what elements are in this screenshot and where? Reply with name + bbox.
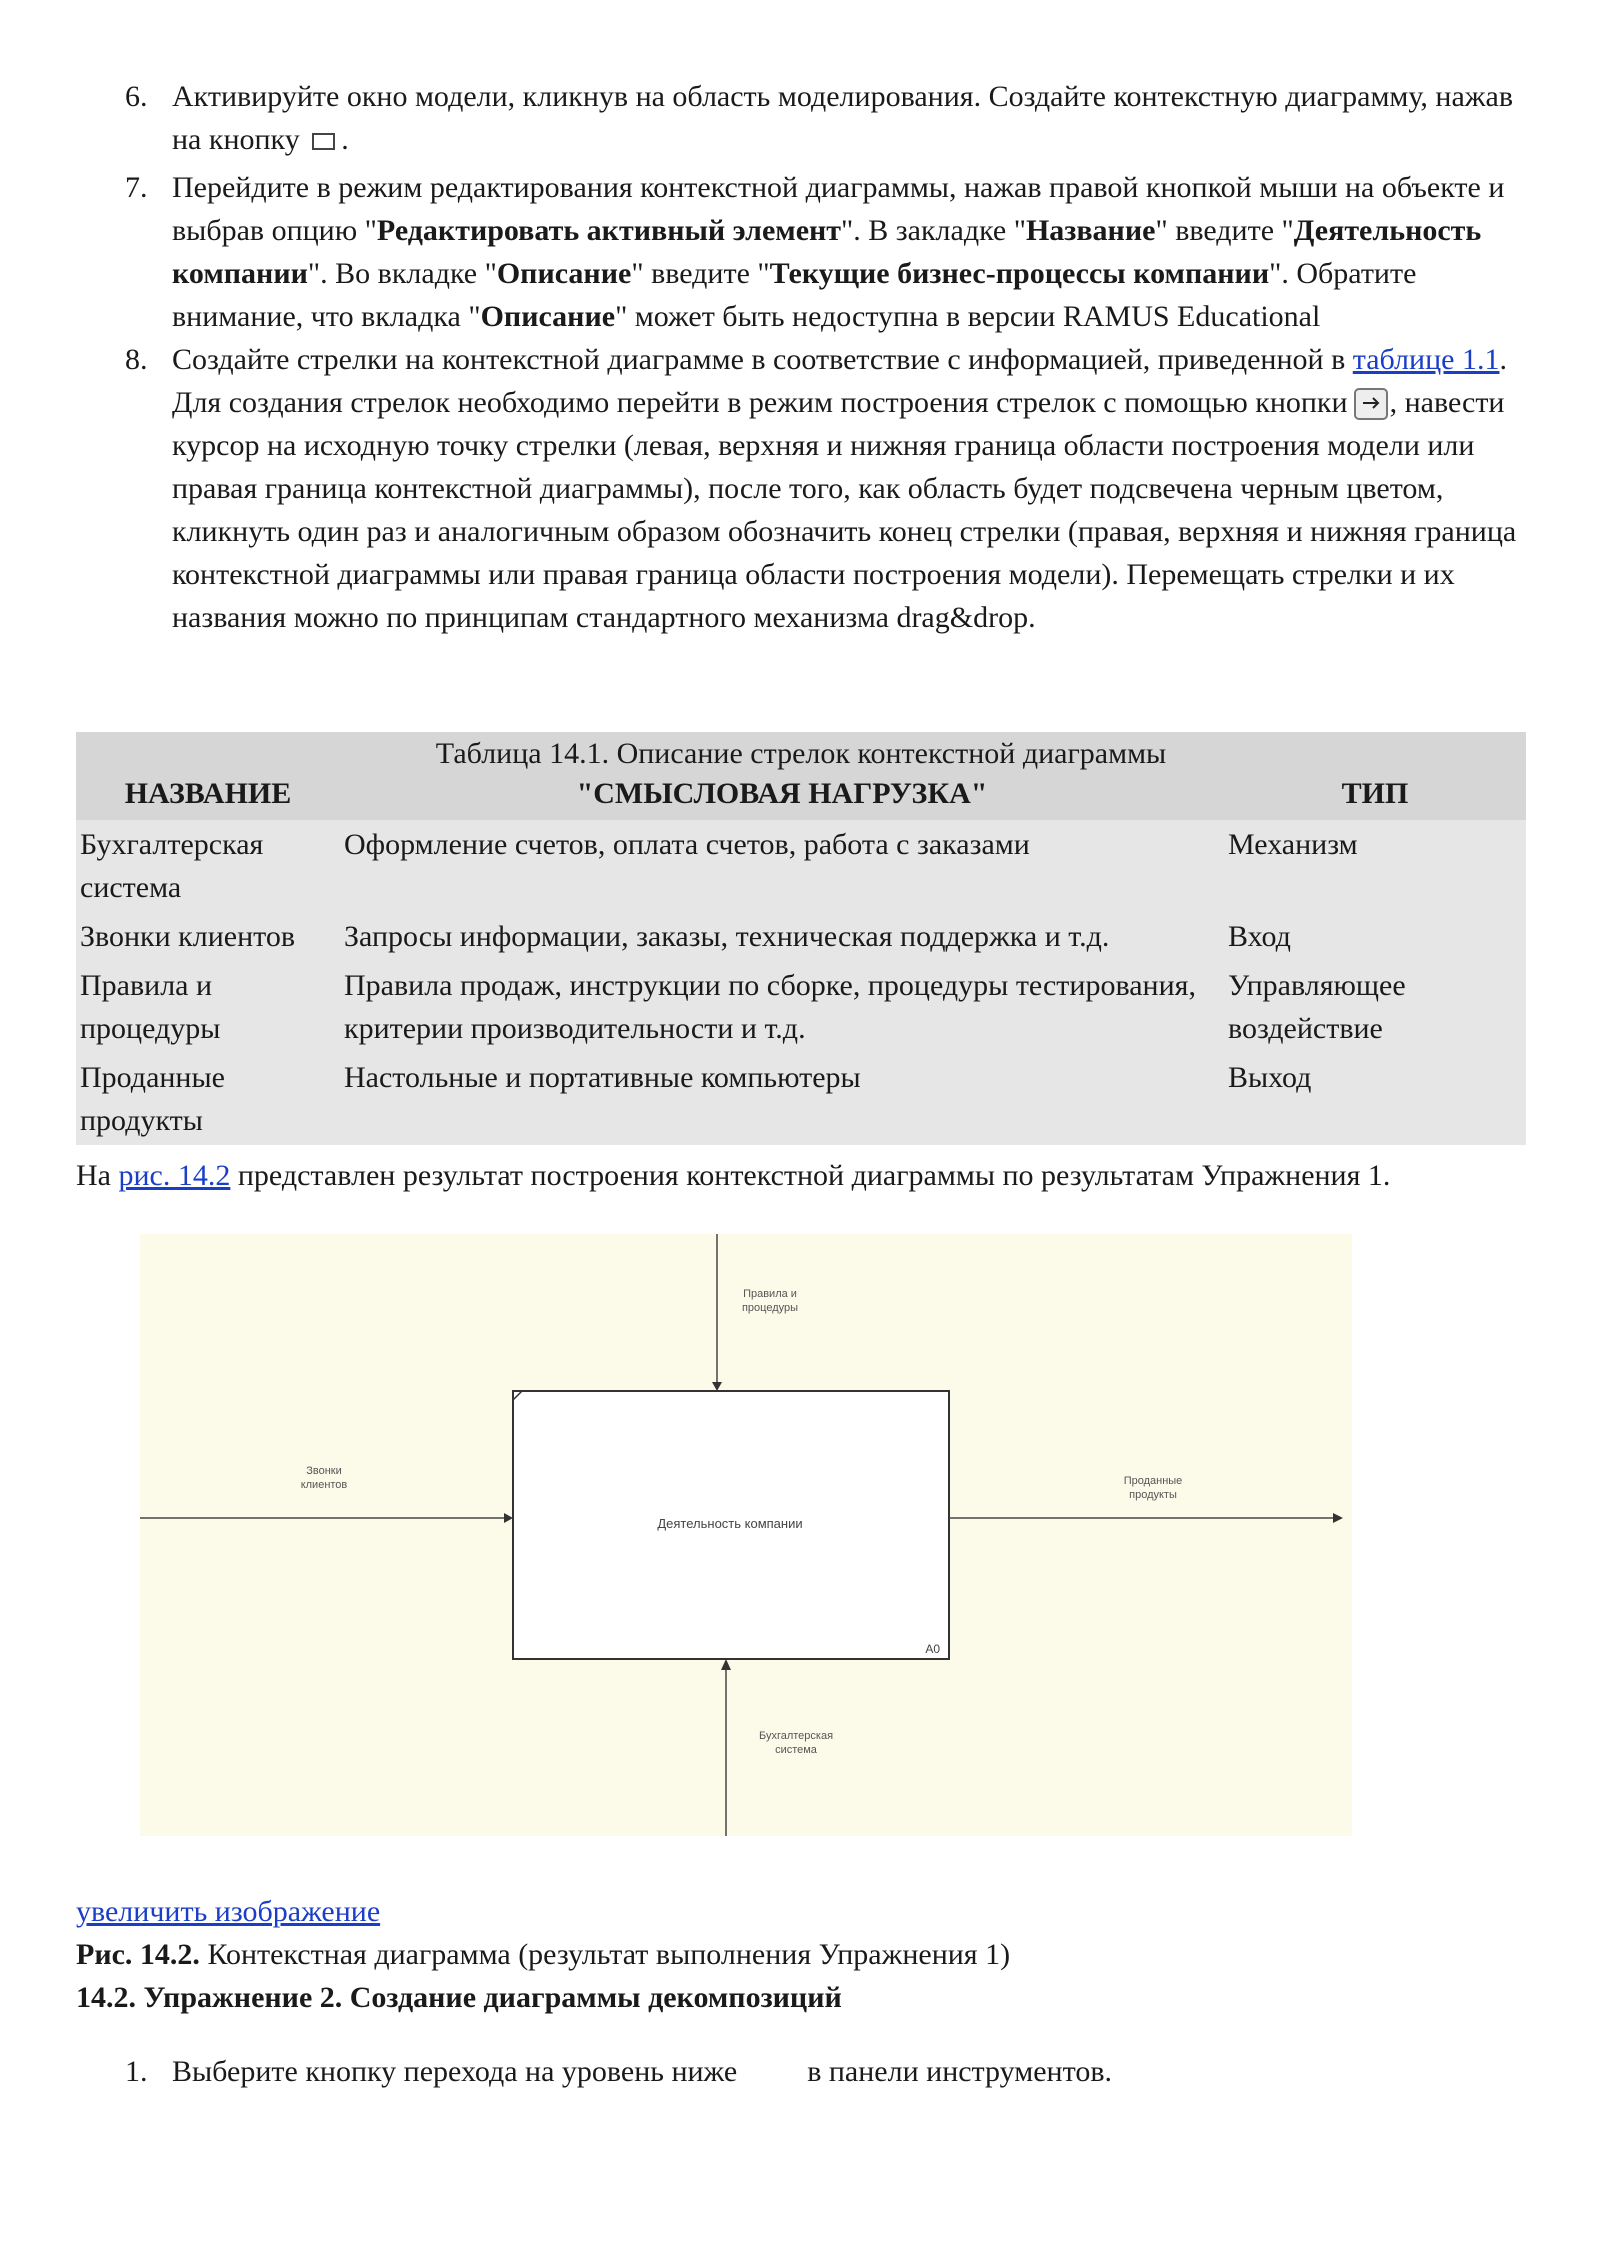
tab-name: Описание <box>496 257 632 290</box>
step-text: Создайте стрелки на контекстной диаграмме в соответствие с информацией, приведенной в <box>172 343 1353 376</box>
arrow-tool-icon <box>1354 388 1388 420</box>
table-cell: Правила и процедуры <box>80 969 221 1045</box>
step-text: в панели инструментов. <box>807 2055 1112 2088</box>
step-text: " введите " <box>631 257 770 290</box>
list-item <box>0 338 1600 639</box>
list-item <box>0 166 1600 338</box>
output-label: продукты <box>1129 1489 1177 1501</box>
table-cell: Запросы информации, заказы, техническая поддержка и т.д. <box>344 920 1110 953</box>
figure-number: Рис. 14.2. <box>76 1938 200 1971</box>
table-cell: Правила продаж, инструкции по сборке, процедуры тестирования, критерии производительности и т.д. <box>344 969 1196 1045</box>
option-name: Редактировать активный элемент <box>376 214 842 247</box>
list-number: 1. <box>125 2055 148 2088</box>
column-header: ТИП <box>1224 772 1526 820</box>
input-label: Звонки <box>306 1465 342 1477</box>
figure-link[interactable]: рис. 14.2 <box>118 1159 231 1192</box>
table-row <box>76 961 1526 1053</box>
entry-value: Деятельность компании <box>172 214 1482 290</box>
rectangle-icon <box>311 122 337 144</box>
list-number: 6. <box>125 80 148 113</box>
list-item <box>0 2050 1600 2093</box>
list-item <box>0 75 1600 161</box>
table-cell: Бухгалтерская система <box>80 828 264 904</box>
table-link[interactable]: таблице 1.1 <box>1352 343 1500 376</box>
table-cell: Механизм <box>1228 828 1358 861</box>
table-cell: Настольные и портативные компьютеры <box>344 1061 861 1094</box>
table-cell: Проданные продукты <box>80 1061 225 1137</box>
column-header: "СМЫСЛОВАЯ НАГРУЗКА" <box>340 772 1224 820</box>
paragraph-text: На <box>76 1159 119 1192</box>
enlarge-image-link[interactable]: увеличить изображение <box>76 1895 381 1928</box>
column-header: НАЗВАНИЕ <box>76 772 340 820</box>
table-cell: Звонки клиентов <box>80 920 296 953</box>
paragraph-text: представлен результат построения контекстной диаграммы по результатам Упражнения 1. <box>230 1159 1391 1192</box>
table-row <box>76 820 1526 912</box>
step-text: ". Обратите внимание, что вкладка " <box>172 257 1417 333</box>
step-text: . Для создания стрелок необходимо перейти в режим построения стрелок с помощью кнопки <box>172 343 1507 419</box>
section-heading: 14.2. Упражнение 2. Создание диаграммы декомпозиций <box>76 1981 842 2014</box>
entry-value: Текущие бизнес-процессы компании <box>769 257 1270 290</box>
step-text: " может быть недоступна в версии RAMUS Educational <box>615 300 1321 333</box>
figure-caption <box>76 1933 1010 1976</box>
output-label: Проданные <box>1123 1475 1183 1487</box>
step-text: ". В закладке " <box>841 214 1026 247</box>
step-text: Перейдите в режим редактирования контекстной диаграммы, нажав правой кнопкой мыши на объекте и выбрав опцию " <box>172 171 1505 247</box>
table-caption: Таблица 14.1. Описание стрелок контекстной диаграммы <box>76 732 1526 772</box>
table-cell: Вход <box>1228 920 1291 953</box>
list-number: 7. <box>125 171 148 204</box>
steps-list-top <box>0 75 1600 639</box>
step-text: Выберите кнопку перехода на уровень ниже <box>172 2055 738 2088</box>
step-text-end: . <box>341 123 349 156</box>
mechanism-label: система <box>775 1744 817 1756</box>
figure-caption-text: Контекстная диаграмма (результат выполнения Упражнения 1) <box>199 1938 1011 1971</box>
mechanism-label: Бухгалтерская <box>758 1730 834 1742</box>
tab-name: Название <box>1025 214 1156 247</box>
list-number: 8. <box>125 343 148 376</box>
step-text: Активируйте окно модели, кликнув на область моделирования. Создайте контекстную диаграмму, нажав на кнопку <box>172 80 1513 156</box>
table-row <box>76 1053 1526 1145</box>
context-diagram <box>140 1234 1352 1836</box>
step-text: " введите " <box>1155 214 1294 247</box>
step-text: ". Во вкладке " <box>307 257 497 290</box>
steps-list-bottom <box>0 2050 1600 2093</box>
enlarge-link-line <box>76 1890 380 1933</box>
table-header-row <box>76 772 1526 820</box>
activity-label: Деятельность компании <box>657 1516 803 1531</box>
step-text: , навести курсор на исходную точку стрелки (левая, верхняя и нижняя граница области построения модели или правая граница контекстной диаграммы), после того, как область будет подсвечена черным цветом, кликнуть один раз и аналогичным образом обозначить конец стрелки (правая, верхняя и нижняя граница контекстной диаграммы или правая граница области построения модели). Перемещать стрелки и их названия можно по принципам стандартного механизма drag&drop. <box>172 386 1517 634</box>
table-cell: Оформление счетов, оплата счетов, работа с заказами <box>344 828 1030 861</box>
figure-reference-paragraph <box>76 1154 1390 1197</box>
tab-name: Описание <box>480 300 616 333</box>
diagram-canvas <box>140 1234 1352 1836</box>
activity-code: A0 <box>925 1642 940 1656</box>
control-label: процедуры <box>741 1302 799 1314</box>
table-cell: Выход <box>1228 1061 1312 1094</box>
input-label: клиентов <box>300 1479 348 1491</box>
arrows-table <box>76 732 1526 1145</box>
table-row <box>76 912 1526 961</box>
control-label: Правила и <box>743 1288 797 1300</box>
table-cell: Управляющее воздействие <box>1228 969 1406 1045</box>
